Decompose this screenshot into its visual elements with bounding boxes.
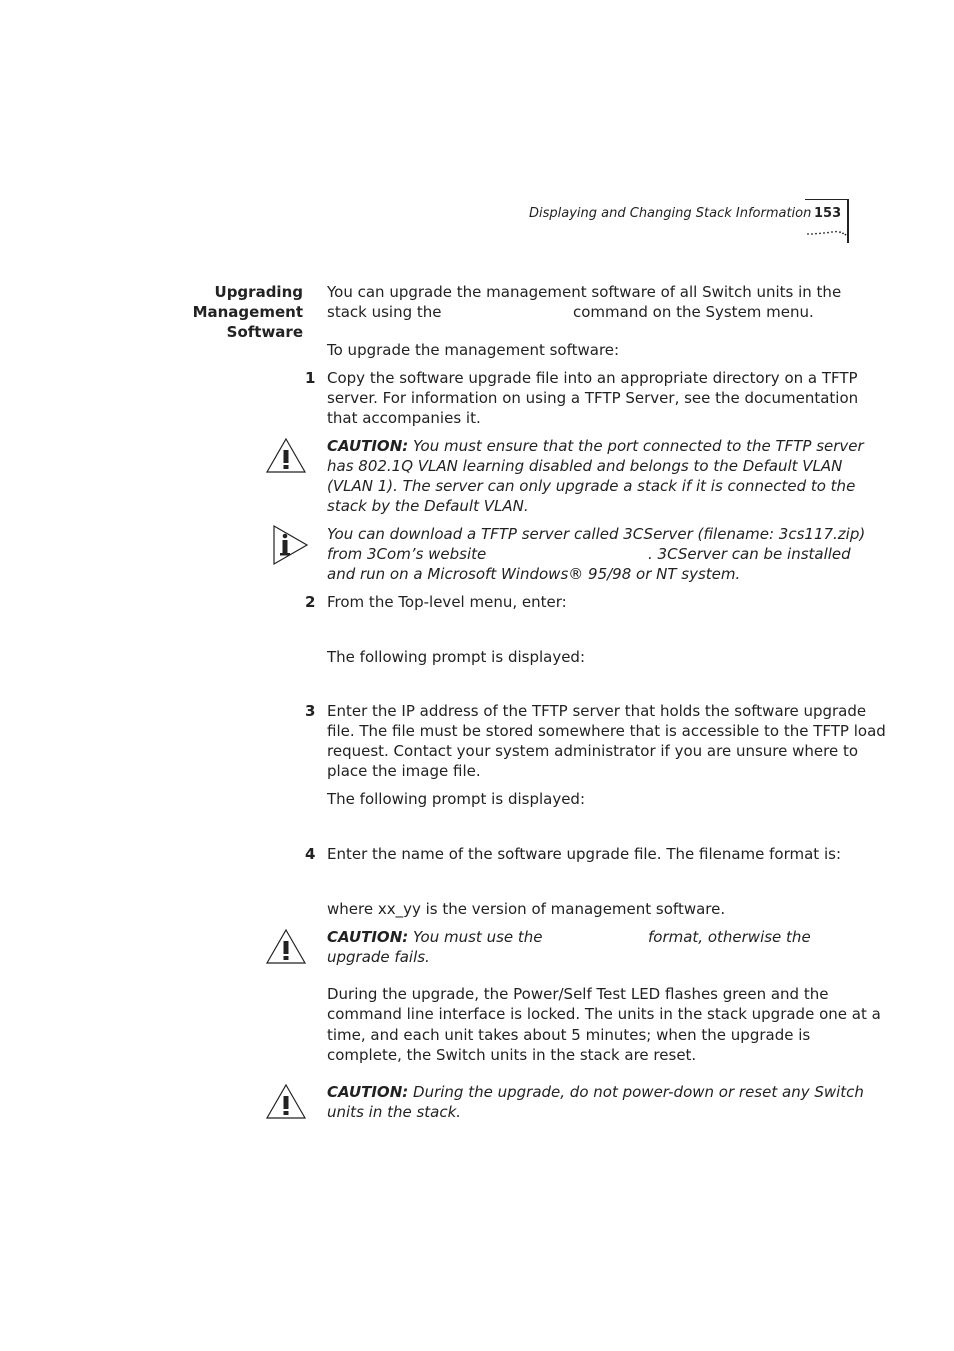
step-3-line3: request. Contact your system administrator if you are unsure where to <box>327 742 859 760</box>
caution-3-text1: During the upgrade, do not power-down or reset any Switch <box>413 1083 864 1101</box>
caution-2-label: CAUTION: <box>327 928 409 946</box>
info-triangle-icon <box>272 524 310 566</box>
step-4-line1: Enter the name of the software upgrade file. The filename format is: <box>327 845 841 863</box>
step-1-line3: that accompanies it. <box>327 409 481 427</box>
warning-triangle-icon <box>265 928 307 966</box>
during-line4: complete, the Switch units in the stack are reset. <box>327 1046 697 1064</box>
caution-1-label: CAUTION: <box>327 437 409 455</box>
during-line2: command line interface is locked. The units in the stack upgrade one at a <box>327 1005 881 1023</box>
caution-2-line1b: format, otherwise the <box>648 928 811 946</box>
caution-3-line2: units in the stack. <box>327 1103 462 1121</box>
caution-1-line3: (VLAN 1). The server can only upgrade a stack if it is connected to the <box>327 477 856 495</box>
step-2-number: 2 <box>305 593 316 611</box>
warning-triangle-icon <box>265 437 307 475</box>
step-2-after: The following prompt is displayed: <box>327 648 586 666</box>
caution-1-line2: has 802.1Q VLAN learning disabled and belongs to the Default VLAN <box>327 457 843 475</box>
warning-triangle-icon <box>265 1083 307 1121</box>
caution-1-line1 <box>327 436 864 456</box>
caution-1-text1: You must ensure that the port connected to the TFTP server <box>413 437 864 455</box>
step-4-after: where xx_yy is the version of management software. <box>327 900 726 918</box>
header-dots-ornament <box>807 226 847 236</box>
section-heading-line3: Software <box>226 323 303 341</box>
step-3-number: 3 <box>305 702 316 720</box>
caution-3-label: CAUTION: <box>327 1083 409 1101</box>
step-2-line1: From the Top-level menu, enter: <box>327 593 567 611</box>
step-4-number: 4 <box>305 845 316 863</box>
header-rule-side <box>847 199 849 243</box>
step-1-number: 1 <box>305 369 316 387</box>
running-header: Displaying and Changing Stack Information <box>529 206 812 221</box>
note-1-line2a: from 3Com’s website <box>327 545 487 563</box>
section-heading-line1: Upgrading <box>214 283 303 301</box>
step-1-line1: Copy the software upgrade file into an appropriate directory on a TFTP <box>327 369 858 387</box>
page-number: 153 <box>814 206 842 221</box>
caution-2-text1: You must use the <box>413 928 543 946</box>
intro-line2b: command on the System menu. <box>573 303 814 321</box>
intro-line1: You can upgrade the management software of all Switch units in the <box>327 283 842 301</box>
caution-2-line1a <box>327 927 543 947</box>
section-heading-line2: Management <box>192 303 303 321</box>
during-line1: During the upgrade, the Power/Self Test LED flashes green and the <box>327 985 829 1003</box>
header-rule-top <box>805 199 849 200</box>
step-3-line1: Enter the IP address of the TFTP server that holds the software upgrade <box>327 702 867 720</box>
step-1-line2: server. For information on using a TFTP Server, see the documentation <box>327 389 859 407</box>
step-3-after: The following prompt is displayed: <box>327 790 586 808</box>
intro-line2a: stack using the <box>327 303 442 321</box>
note-1-line1: You can download a TFTP server called 3CServer (filename: 3cs117.zip) <box>327 525 866 543</box>
caution-1-line4: stack by the Default VLAN. <box>327 497 529 515</box>
step-3-line2: file. The file must be stored somewhere that is accessible to the TFTP load <box>327 722 886 740</box>
note-1-line2b: . 3CServer can be installed <box>648 545 851 563</box>
during-line3: time, and each unit takes about 5 minutes; when the upgrade is <box>327 1026 811 1044</box>
caution-2-line2: upgrade fails. <box>327 948 430 966</box>
to-upgrade-text: To upgrade the management software: <box>327 341 620 359</box>
step-3-line4: place the image file. <box>327 762 481 780</box>
caution-3-line1 <box>327 1082 864 1102</box>
note-1-line3: and run on a Microsoft Windows® 95/98 or NT system. <box>327 565 741 583</box>
